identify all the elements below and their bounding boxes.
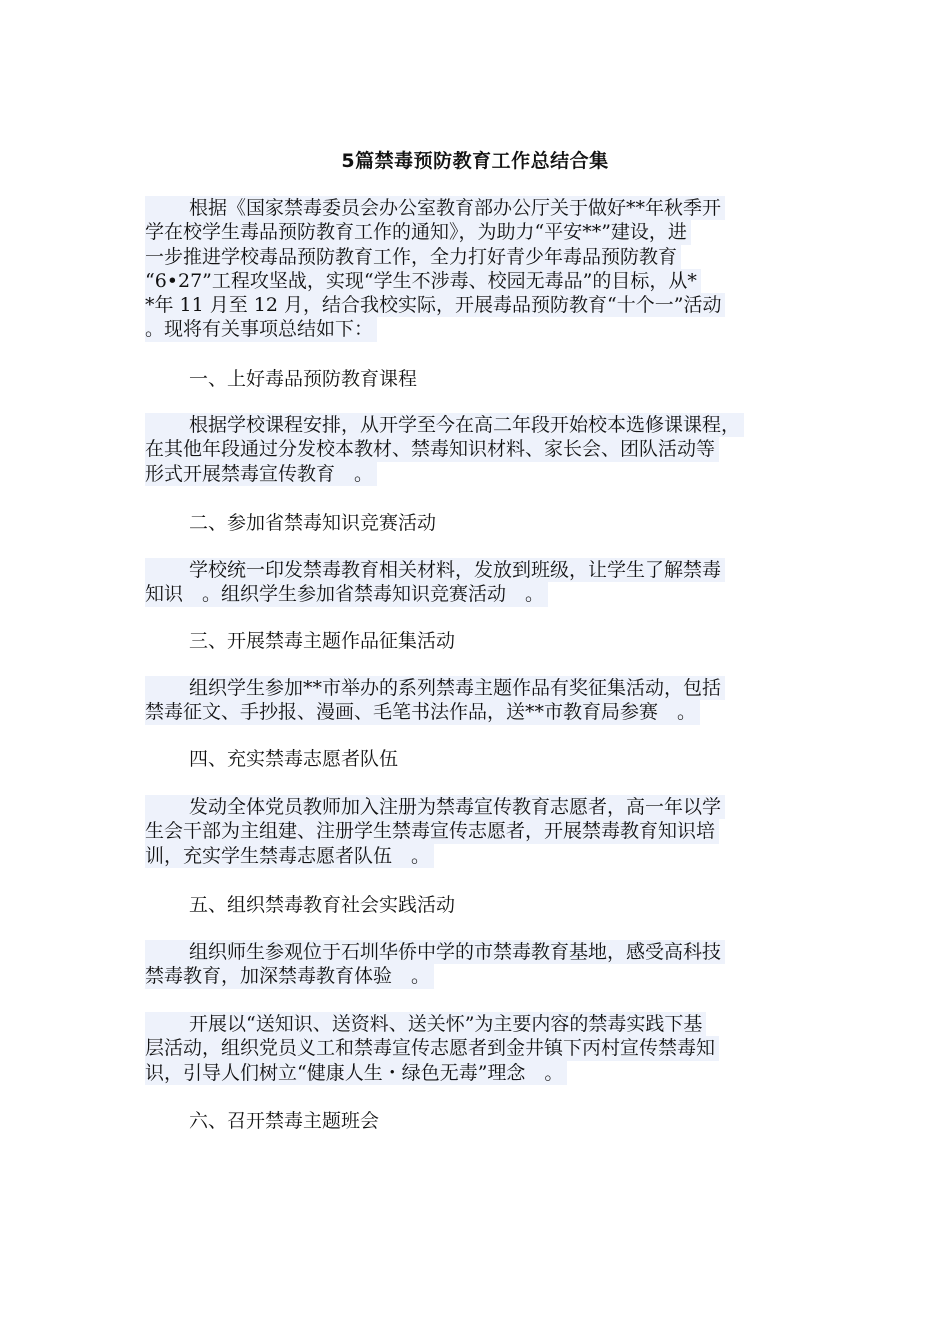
text-line: 根据学校课程安排，从开学至今在高二年段开始校本选修课课程， [145, 413, 744, 437]
text-line: 根据《国家禁毒委员会办公室教育部办公厅关于做好**年秋季开 [145, 196, 725, 220]
text-line: 一步推进学校毒品预防教育工作，全力打好青少年毒品预防教育 [145, 245, 681, 269]
document-title: 5篇禁毒预防教育工作总结合集 [341, 150, 609, 172]
section-paragraph [145, 676, 825, 725]
text-line: *年 11 月至 12 月，结合我校实际，开展毒品预防教育“十个一”活动 [145, 293, 725, 317]
section-paragraph [145, 795, 825, 868]
section-heading: 四、充实禁毒志愿者队伍 [189, 748, 399, 770]
section-heading: 三、开展禁毒主题作品征集活动 [189, 630, 456, 652]
section-heading: 六、召开禁毒主题班会 [189, 1110, 380, 1132]
text-line: 学校统一印发禁毒教育相关材料，发放到班级，让学生了解禁毒 [145, 558, 725, 582]
section-paragraph [145, 940, 825, 989]
text-line: 组织学生参加**市举办的系列禁毒主题作品有奖征集活动，包括 [145, 676, 725, 700]
text-line: 开展以“送知识、送资料、送关怀”为主要内容的禁毒实践下基 [145, 1012, 706, 1036]
text-line: 生会干部为主组建、注册学生禁毒宣传志愿者，开展禁毒教育知识培 [145, 819, 719, 843]
text-line: 训，充实学生禁毒志愿者队伍 。 [145, 844, 434, 868]
intro-paragraph [145, 196, 825, 342]
section-heading: 一、上好毒品预防教育课程 [189, 368, 418, 390]
text-line: 禁毒征文、手抄报、漫画、毛笔书法作品，送**市教育局参赛 。 [145, 700, 700, 724]
section-heading: 五、组织禁毒教育社会实践活动 [189, 894, 456, 916]
text-line: 学在校学生毒品预防教育工作的通知》，为助力“平安**”建设，进 [145, 220, 691, 244]
section-heading: 二、参加省禁毒知识竞赛活动 [189, 512, 437, 534]
text-line: 在其他年段通过分发校本教材、禁毒知识材料、家长会、团队活动等 [145, 437, 719, 461]
text-line: 。现将有关事项总结如下： [145, 317, 377, 341]
text-line: 层活动，组织党员义工和禁毒宣传志愿者到金井镇下丙村宣传禁毒知 [145, 1036, 719, 1060]
text-line: 识，引导人们树立“健康人生・绿色无毒”理念 。 [145, 1061, 567, 1085]
text-line: 知识 。组织学生参加省禁毒知识竞赛活动 。 [145, 582, 548, 606]
section-paragraph [145, 1012, 825, 1085]
text-line: “6•27”工程攻坚战，实现“学生不涉毒、校园无毒品”的目标，从* [145, 269, 701, 293]
section-paragraph [145, 413, 825, 486]
text-line: 组织师生参观位于石圳华侨中学的市禁毒教育基地，感受高科技 [145, 940, 725, 964]
text-line: 禁毒教育，加深禁毒教育体验 。 [145, 964, 434, 988]
section-paragraph [145, 558, 825, 607]
text-line: 形式开展禁毒宣传教育 。 [145, 462, 377, 486]
text-line: 发动全体党员教师加入注册为禁毒宣传教育志愿者，高一年以学 [145, 795, 725, 819]
